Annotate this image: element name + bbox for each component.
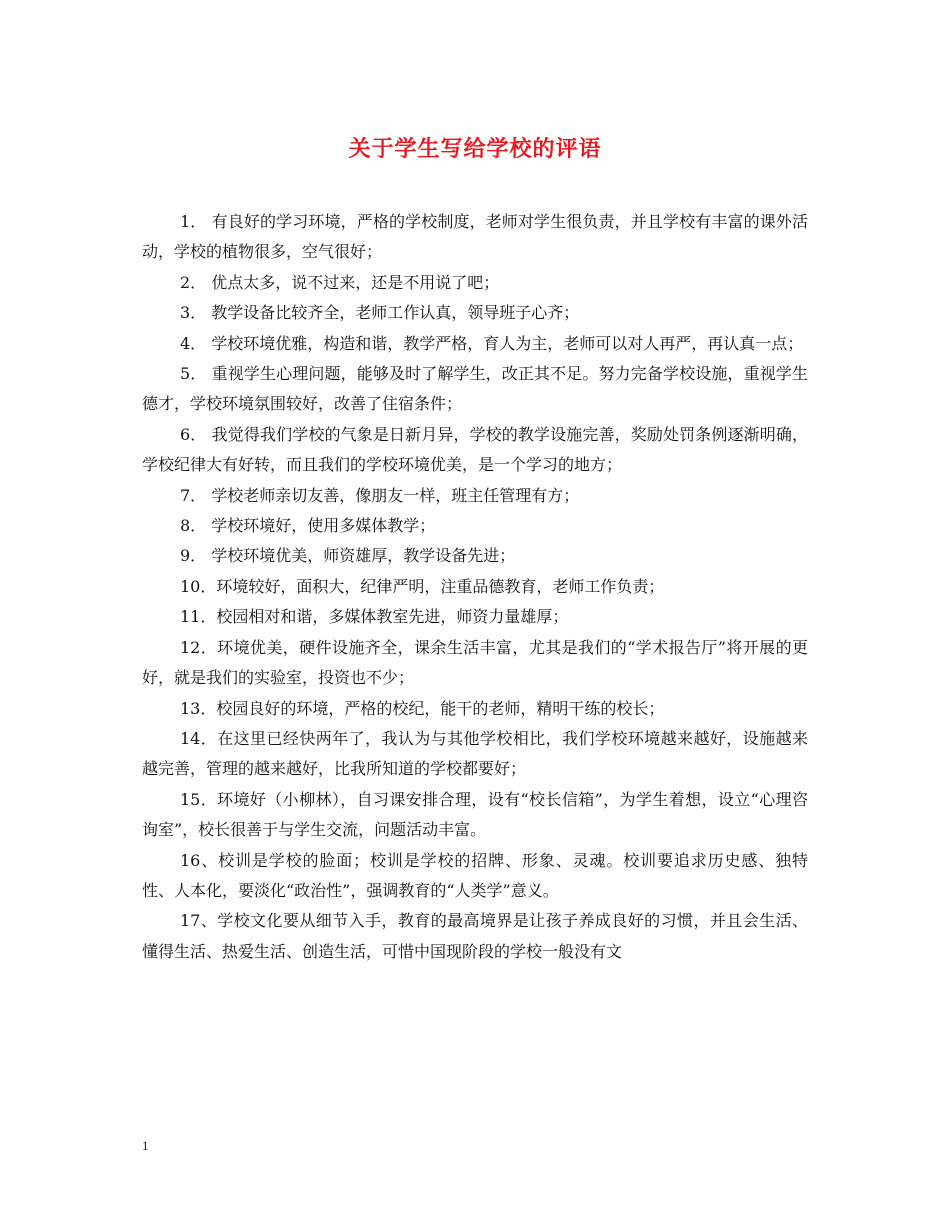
paragraph-4: 4． 学校环境优雅，构造和谐，教学严格，育人为主，老师可以对人再严，再认真一点； (180, 333, 804, 353)
paragraph-3: 3． 教学设备比较齐全，老师工作认真，领导班子心齐； (180, 303, 580, 323)
paragraph-14: 14．在这里已经快两年了，我认为与其他学校相比，我们学校环境越来越好，设施越来越完善，管理的越来越好，比我所知道的学校都要好； (142, 728, 808, 779)
paragraph-9: 9． 学校环境优美，师资雄厚，教学设备先进； (180, 546, 516, 566)
paragraph-6: 6． 我觉得我们学校的气象是日新月异，学校的教学设施完善，奖励处罚条例逐渐明确，学校纪律大有好转，而且我们的学校环境优美，是一个学习的地方； (142, 424, 808, 475)
document-title: 关于学生写给学校的评语 (348, 136, 602, 162)
paragraph-8: 8． 学校环境好，使用多媒体教学； (180, 516, 436, 536)
paragraph-1: 1． 有良好的学习环境，严格的学校制度，老师对学生很负责，并且学校有丰富的课外活动，学校的植物很多，空气很好； (142, 212, 808, 262)
paragraph-10: 10．环境较好，面积大，纪律严明，注重品德教育，老师工作负责； (180, 576, 665, 596)
page-number: 1 (142, 1138, 149, 1153)
paragraph-17: 17、学校文化要从细节入手，教育的最高境界是让孩子养成良好的习惯，并且会生活、懂得生活、热爱生活、创造生活，可惜中国现阶段的学校一般没有文 (142, 911, 808, 961)
paragraph-13: 13．校园良好的环境，严格的校纪，能干的老师，精明干练的校长； (180, 698, 665, 718)
paragraph-11: 11．校园相对和谐，多媒体教室先进，师资力量雄厚； (180, 607, 569, 627)
paragraph-7: 7． 学校老师亲切友善，像朋友一样，班主任管理有方； (180, 485, 580, 505)
paragraph-12: 12．环境优美，硬件设施齐全，课余生活丰富，尤其是我们的“学术报告厅”将开展的更好，就是我们的实验室，投资也不少； (142, 637, 808, 688)
paragraph-16: 16、校训是学校的脸面；校训是学校的招牌、形象、灵魂。校训要追求历史感、独特性、人本化，要淡化“政治性”，强调教育的“人类学”意义。 (142, 850, 808, 900)
paragraph-5: 5． 重视学生心理问题，能够及时了解学生，改正其不足。努力完备学校设施，重视学生德才，学校环境氛围较好，改善了住宿条件； (142, 364, 808, 414)
document-body (142, 207, 808, 967)
paragraph-15: 15．环境好（小柳林），自习课安排合理，设有“校长信箱”，为学生着想，设立“心理咨询室”，校长很善于与学生交流，问题活动丰富。 (142, 789, 808, 840)
paragraph-2: 2． 优点太多，说不过来，还是不用说了吧； (180, 272, 500, 292)
